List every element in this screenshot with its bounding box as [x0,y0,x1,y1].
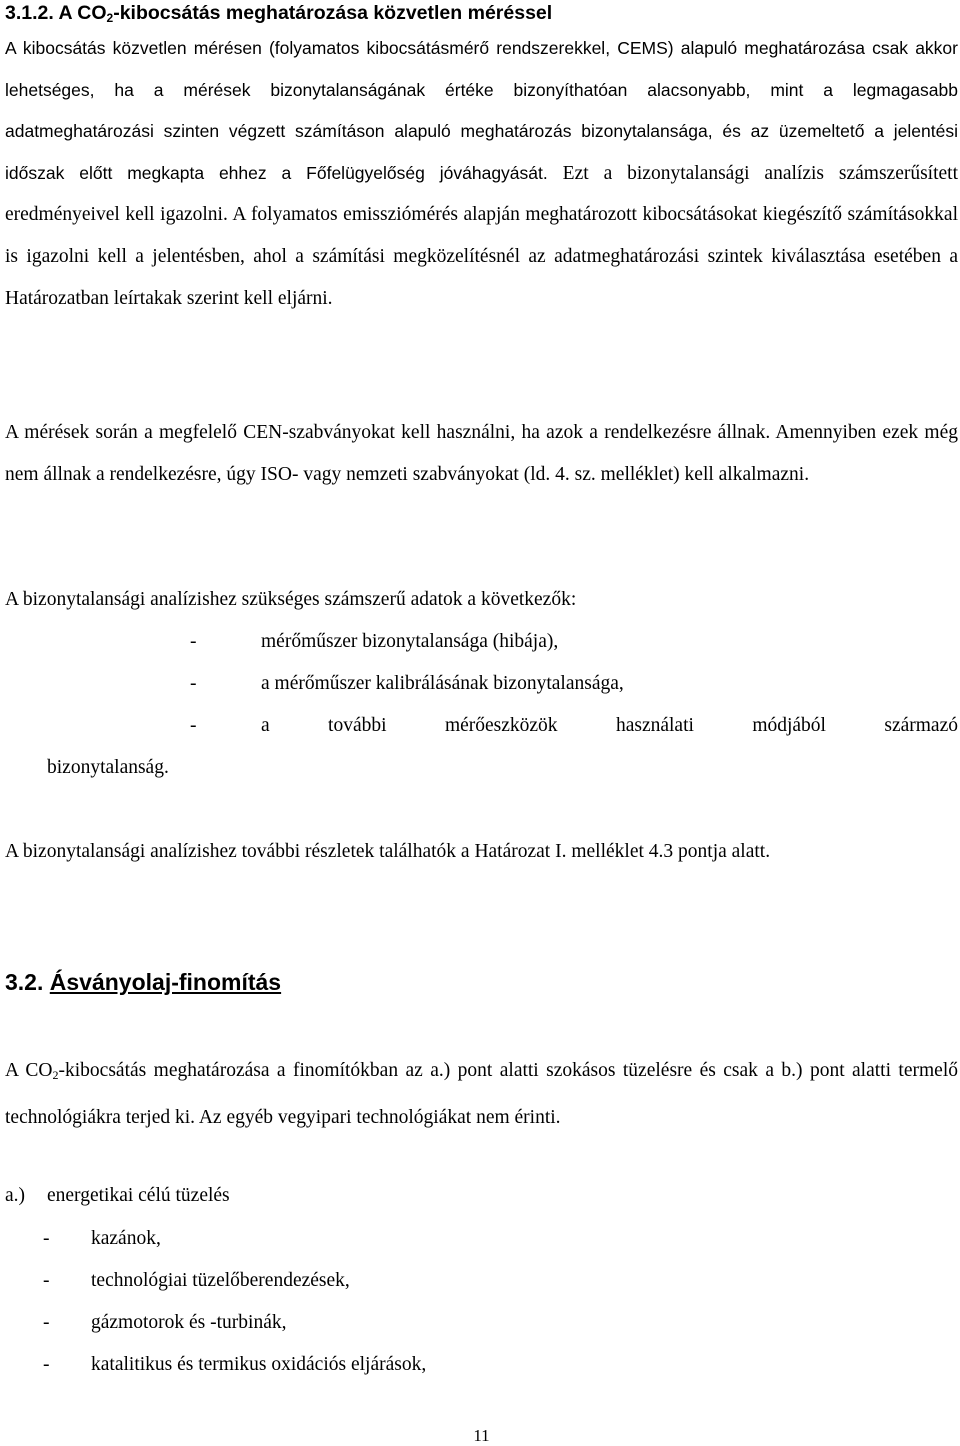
list-a-heading [5,1181,230,1211]
dash: - [190,715,197,736]
list-item-text: technológiai tüzelőberendezések, [91,1270,350,1291]
dash: - [190,673,197,694]
list-item [43,1266,350,1296]
paragraph-serif-text: Ezt a bizonytalansági analízis számszerűsített eredményeivel kell igazolni. [5,162,959,226]
dash: - [43,1228,50,1249]
paragraph-cen-standards: A mérések során a megfelelő CEN-szabványokat kell használni, ha azok a rendelkezésre állnak. Amennyiben ezek még nem állnak a rendelkezésre, úgy ISO- vagy nemzeti szabványokat (ld. 4. sz. melléklet) kell alkalmazni. [5,422,958,485]
list-item-text: gázmotorok és -turbinák, [91,1312,287,1333]
list-item [190,669,958,699]
section-title: Ásványolaj-finomítás [49,969,282,995]
list-item-text: a további mérőeszközök használati módjából származó [261,715,958,736]
section-heading-3-2 [5,967,281,997]
list-marker: a.) [5,1185,26,1206]
paragraph-direct-measurement [5,28,958,319]
list-item-text: mérőműszer bizonytalansága (hibája), [261,631,559,652]
list-item-text: a mérőműszer kalibrálásának bizonytalansága, [261,673,624,694]
section-title-post: -kibocsátás meghatározása közvetlen méréssel [113,2,553,24]
list-item [190,711,958,741]
list-item [43,1350,426,1380]
paragraph-sans-text: A kibocsátás közvetlen mérésen (folyamatos kibocsátásmérő rendszerekkel, CEMS) alapuló meghatározása csak akkor lehetséges, ha a mérések bizonytalanságának értéke bizonyíthatóan alacsonyabb, mint a legmagasabb adatmeghatározási szinten végzett számításon alapuló meghatározás bizonytalansága, és az üzemeltető a jelentési időszak előtt megkapta ehhez a Főfelügyelőség jóváhagyását. [5,38,958,183]
dash: - [190,631,197,652]
section-title-subscript: 2 [106,11,114,25]
list-item [43,1308,287,1338]
section-title-pre: A CO [58,2,107,24]
text-post: -kibocsátás meghatározása a finomítókban az a.) pont alatti szokásos tüzelésre és csak a b.) pont alatti termelő technológiákra terjed ki. Az egyéb vegyipari technológiákat nem érinti. [5,1060,958,1128]
uncertainty-intro: A bizonytalansági analízishez szükséges számszerű adatok a következők: [5,589,577,610]
list-item-text: kazánok, [91,1228,161,1249]
section-number: 3.2. [5,969,44,995]
list-item [43,1224,161,1254]
paragraph-refinery-scope [5,1050,958,1138]
list-item-text: katalitikus és termikus oxidációs eljárások, [91,1354,427,1375]
list-item [190,627,958,657]
dash: - [43,1270,50,1291]
paragraph-serif-text-2: A folyamatos emissziómérés alapján meghatározott kibocsátásokat kiegészítő számításokkal is igazolni kell a jelentésben, ahol a számítási megközelítésnél az adatmeghatározási szintek kiválasztása esetében a Határozatban leírtakak szerint kell eljárni. [5,204,958,309]
section-heading-3-1-2 [5,0,552,31]
dash: - [43,1312,50,1333]
list-item-continuation: bizonytalanság. [47,757,169,778]
dash: - [43,1354,50,1375]
paragraph-further-details: A bizonytalansági analízishez további részletek találhatók a Határozat I. melléklet 4.3 pontja alatt. [5,841,771,862]
text-pre: A CO [5,1060,53,1081]
section-number: 3.1.2. [5,2,54,24]
list-label: energetikai célú tüzelés [47,1185,230,1206]
page-number: 11 [473,1426,490,1445]
text-subscript: 2 [52,1068,59,1082]
